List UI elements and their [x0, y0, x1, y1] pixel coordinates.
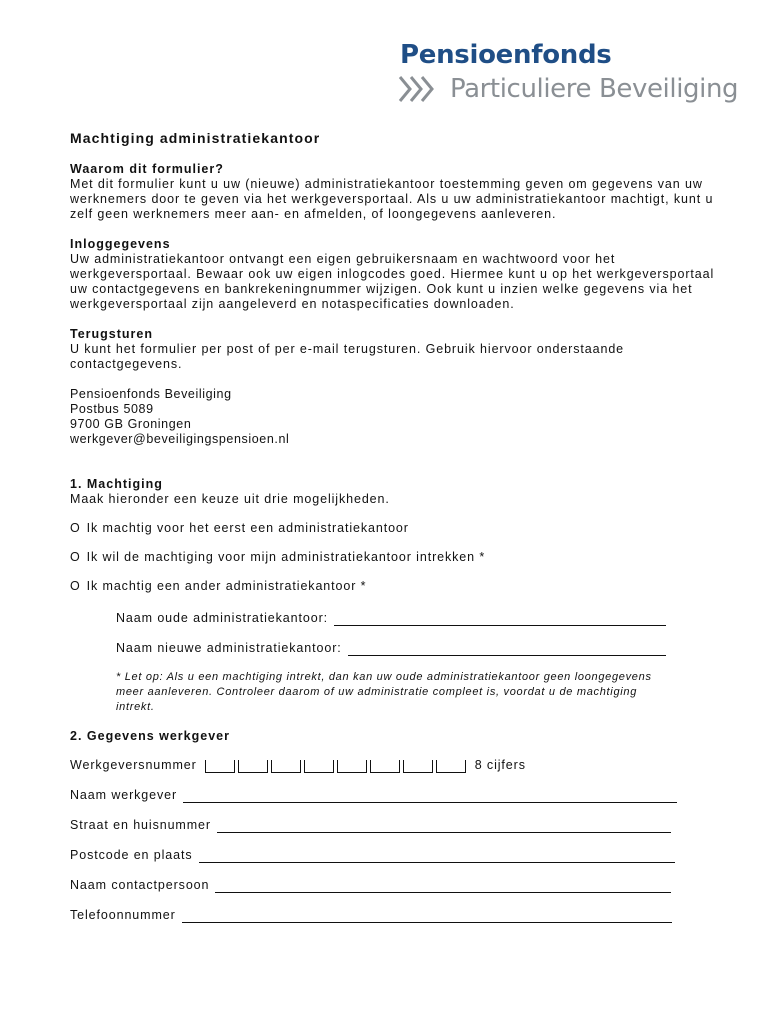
option-first-label: Ik machtig voor het eerst een administratiekantoor [86, 521, 409, 535]
chevrons-icon [398, 74, 444, 104]
intro-waarom [70, 162, 730, 222]
inlog-title: Inloggegevens [70, 237, 171, 251]
straat-label: Straat en huisnummer [70, 818, 211, 832]
option-first-authorization[interactable] [70, 521, 730, 536]
address-name: Pensioenfonds Beveiliging [70, 387, 232, 401]
old-office-label: Naam oude administratiekantoor: [116, 611, 329, 625]
option-other-office[interactable] [70, 579, 730, 594]
contactpersoon-field[interactable] [215, 879, 671, 893]
digit-box[interactable] [403, 760, 433, 773]
terug-title: Terugsturen [70, 327, 153, 341]
naam-werkgever-label: Naam werkgever [70, 788, 178, 802]
digit-box[interactable] [304, 760, 334, 773]
contactpersoon-label: Naam contactpersoon [70, 878, 210, 892]
radio-bullet[interactable]: O [70, 550, 81, 564]
logo-title: Pensioenfonds [400, 40, 612, 70]
option-revoke-label: Ik wil de machtiging voor mijn administratiekantoor intrekken * [86, 550, 486, 564]
revoke-note: * Let op: Als u een machtiging intrekt, dan kan uw oude administratiekantoor geen loongegevens meer aanleveren. Controleer daarom of uw administratie compleet is, voordat u de machtiging intrekt. [116, 671, 652, 713]
werkgeversnummer-row [70, 758, 730, 773]
postcode-label: Postcode en plaats [70, 848, 193, 862]
section1-subtitle: Maak hieronder een keuze uit drie mogelijkheden. [70, 492, 390, 506]
postcode-row [70, 848, 730, 863]
address-email: werkgever@beveiligingspensioen.nl [70, 432, 290, 446]
contact-address [70, 387, 730, 447]
telefoon-field[interactable] [182, 909, 672, 923]
werkgeversnummer-digits[interactable] [205, 760, 469, 773]
address-postbus: Postbus 5089 [70, 402, 154, 416]
waarom-text: Met dit formulier kunt u uw (nieuwe) administratiekantoor toestemming geven om gegevens van uw werknemers door te geven via het werkgeversportaal. Als u uw administratiekantoor machtigt, kunt u zelf geen werknemers meer aan- en afmelden, of loongegevens aanleveren. [70, 177, 714, 221]
telefoon-label: Telefoonnummer [70, 908, 176, 922]
digit-box[interactable] [271, 760, 301, 773]
waarom-title: Waarom dit formulier? [70, 162, 224, 176]
digit-box[interactable] [337, 760, 367, 773]
radio-bullet[interactable]: O [70, 521, 81, 535]
straat-field[interactable] [217, 819, 671, 833]
naam-werkgever-row [70, 788, 730, 803]
page-title: Machtiging administratiekantoor [70, 130, 321, 146]
straat-row [70, 818, 730, 833]
form-content [70, 126, 730, 923]
digit-box[interactable] [370, 760, 400, 773]
radio-bullet[interactable]: O [70, 579, 81, 593]
intro-terug [70, 327, 730, 372]
postcode-field[interactable] [199, 849, 675, 863]
section2-title: 2. Gegevens werkgever [70, 729, 230, 743]
digit-box[interactable] [238, 760, 268, 773]
logo [398, 40, 738, 106]
telefoon-row [70, 908, 730, 923]
new-office-label: Naam nieuwe administratiekantoor: [116, 641, 342, 655]
digit-box[interactable] [436, 760, 466, 773]
option-revoke-authorization[interactable] [70, 550, 730, 565]
digit-box[interactable] [205, 760, 235, 773]
intro-inlog [70, 237, 730, 312]
option-other-label: Ik machtig een ander administratiekantoor * [86, 579, 367, 593]
old-office-row [116, 611, 676, 626]
terug-text: U kunt het formulier per post of per e-mail terugsturen. Gebruik hiervoor onderstaande contactgegevens. [70, 342, 625, 371]
new-office-row [116, 641, 676, 656]
naam-werkgever-field[interactable] [183, 789, 677, 803]
contactpersoon-row [70, 878, 730, 893]
logo-subtitle: Particuliere Beveiliging [450, 74, 739, 104]
old-office-field[interactable] [334, 612, 666, 626]
inlog-text: Uw administratiekantoor ontvangt een eigen gebruikersnaam en wachtwoord voor het werkgeversportaal. Bewaar ook uw eigen inlogcodes goed. Hiermee kunt u op het werkgeversportaal uw contactgegevens en bankrekeningnummer wijzigen. Ook kunt u inzien welke gegevens via het werkgeversportaal zijn aangeleverd en notaspecificaties downloaden. [70, 252, 715, 311]
werkgeversnummer-label: Werkgeversnummer [70, 758, 197, 772]
logo-subline [398, 72, 738, 106]
address-city: 9700 GB Groningen [70, 417, 192, 431]
new-office-field[interactable] [348, 642, 666, 656]
digits-hint: 8 cijfers [474, 758, 526, 772]
section1-title: 1. Machtiging [70, 477, 163, 491]
